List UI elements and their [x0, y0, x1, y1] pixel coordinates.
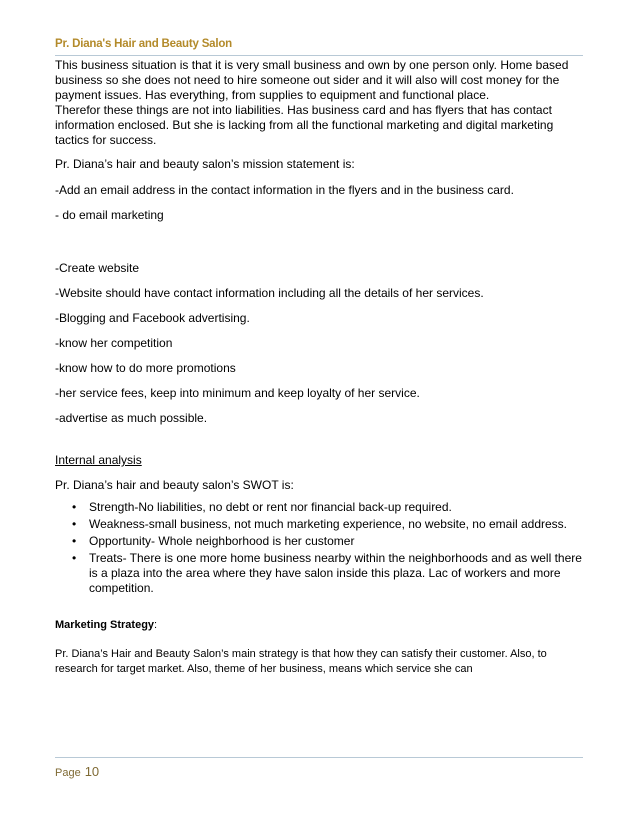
mission-lead: Pr. Diana’s hair and beauty salon’s mission statement is:	[55, 157, 355, 171]
swot-item-threats: • Treats- There is one more home business nearby within the neighborhoods and as well there is a plaza into the area where they have salon inside this plaza. Lac of workers and more competition.	[89, 551, 590, 596]
mission-item: -Add an email address in the contact information in the flyers and in the business card.	[55, 183, 514, 197]
intro-paragraph-1: This business situation is that it is very small business and own by one person only. Home based business so she does not need to hire someone out sider and it will also will cost money for the payment issues. Has everything, from supplies to equipment and functional place.	[55, 58, 569, 102]
mission-item: -Blogging and Facebook advertising.	[55, 311, 250, 325]
swot-lead: Pr. Diana’s hair and beauty salon’s SWOT is:	[55, 478, 294, 492]
mission-item: -Website should have contact information including all the details of her services.	[55, 286, 484, 300]
strategy-heading-text: Marketing Strategy	[55, 619, 155, 631]
internal-analysis-heading: Internal analysis	[55, 453, 142, 467]
swot-list	[55, 500, 590, 596]
strategy-paragraph: Pr. Diana’s Hair and Beauty Salon’s main strategy is that how they can satisfy their customer. Also, to research for target market. Also, theme of her business, means which service she can	[55, 648, 547, 675]
intro-paragraph-2: Therefor these things are not into liabilities. Has business card and has flyers that has contact information enclosed. But she is lacking from all the functional marketing and digital marketing tactics for success.	[55, 103, 554, 147]
mission-item: -know how to do more promotions	[55, 361, 236, 375]
mission-item: -Create website	[55, 261, 140, 275]
document-body	[55, 58, 590, 677]
mission-item: -her service fees, keep into minimum and keep loyalty of her service.	[55, 386, 420, 400]
swot-item-strength: • Strength-No liabilities, no debt or rent nor financial back-up required.	[89, 500, 590, 515]
footer-page-number: 10	[84, 764, 100, 779]
header-title: Pr. Diana's Hair and Beauty Salon	[55, 38, 233, 50]
marketing-strategy-heading	[55, 618, 590, 633]
page-footer	[55, 764, 99, 779]
mission-item: -advertise as much possible.	[55, 411, 208, 425]
footer-divider	[55, 757, 583, 758]
swot-item-weakness: • Weakness-small business, not much marketing experience, no website, no email address.	[89, 517, 590, 532]
strategy-heading-colon: :	[154, 619, 158, 631]
page-header	[55, 38, 583, 50]
footer-page-label: Page	[55, 767, 81, 779]
mission-item: - do email marketing	[55, 208, 164, 222]
swot-item-opportunity: • Opportunity- Whole neighborhood is her customer	[89, 534, 590, 549]
header-divider	[55, 55, 583, 56]
mission-item: -know her competition	[55, 336, 173, 350]
